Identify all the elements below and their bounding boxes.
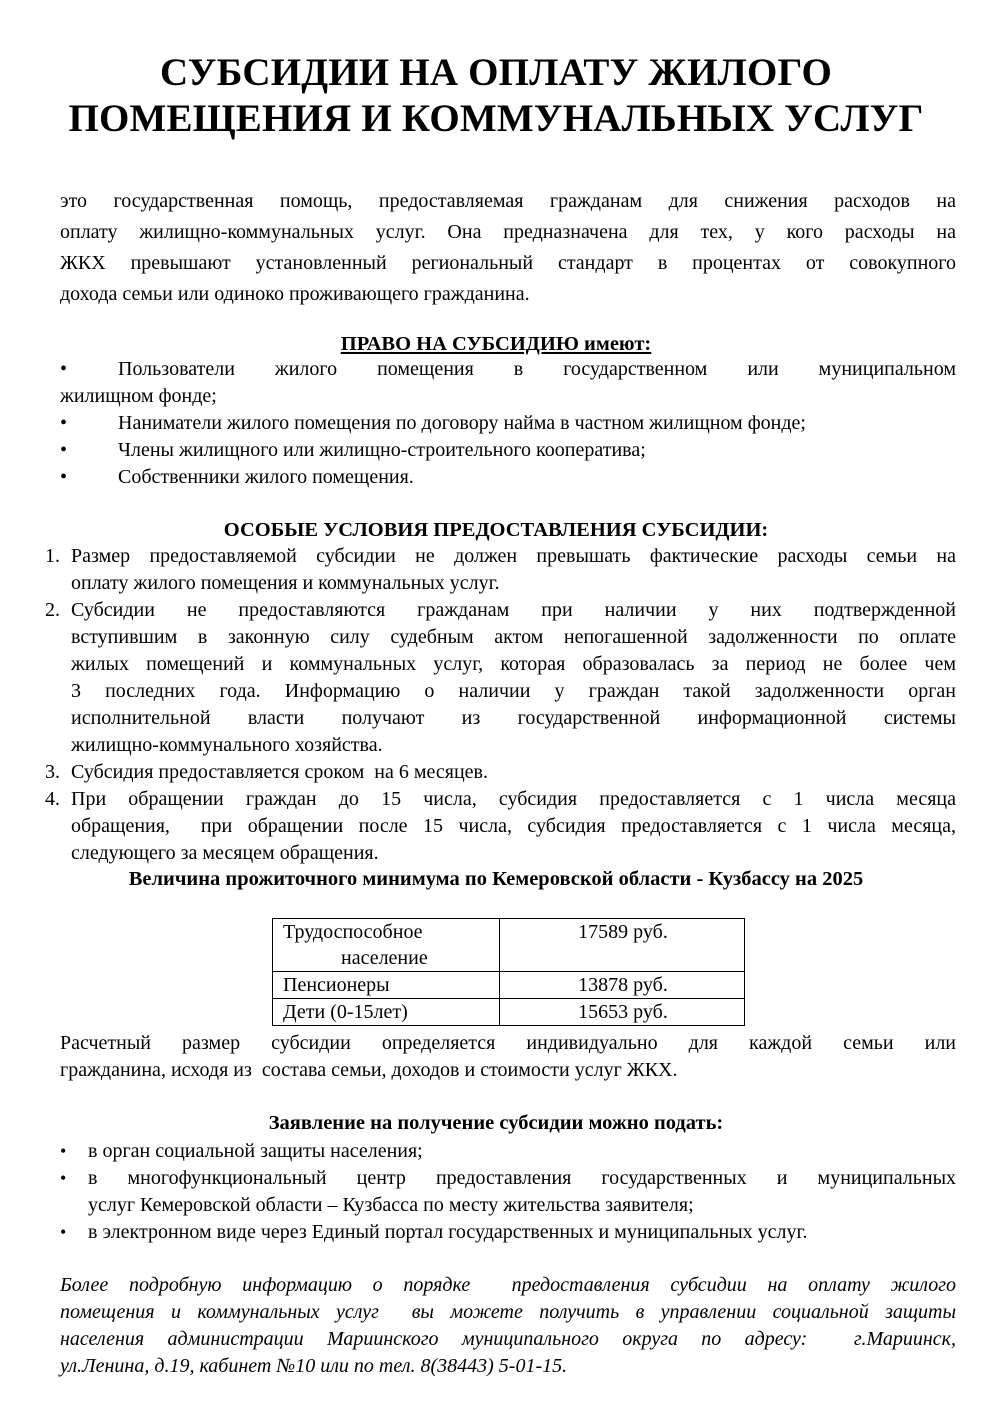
intro-paragraph <box>60 186 956 310</box>
conditions-list-item: 2. Субсидии не предоставляются гражданам при наличии у них подтвержденной вступившим в законную силу судебным актом непогашенной задолженности по оплате жилых помещений и коммунальных услуг, которая образовалась за период не более чем 3 последних года. Информацию о наличии у граждан такой задолженности орган исполнительной власти получают из государственной информационной системы жилищно-коммунального хозяйства. <box>45 599 956 756</box>
table-row <box>273 999 745 1026</box>
intro-line: это государственная помощь, предоставляемая гражданам для снижения расходов на <box>60 190 956 212</box>
rights-list-item: • Члены жилищного или жилищно-строительного кооператива; <box>60 437 956 464</box>
apply-list-item: • в электронном виде через Единый портал государственных и муниципальных услуг. <box>60 1219 956 1246</box>
item-number: 4. <box>45 788 60 810</box>
bullet-icon: • <box>60 1222 67 1242</box>
table-cell-amount: 13878 руб. <box>500 972 745 999</box>
rights-heading-main: ПРАВО НА СУБСИДИЮ <box>340 333 579 355</box>
apply-list-item: • в орган социальной защиты населения; <box>60 1138 956 1165</box>
subsistence-table-wrap <box>272 918 745 1026</box>
table-cell-category: Пенсионеры <box>273 972 500 999</box>
apply-list-item: • в многофункциональный центр предоставления государственных и муниципальных услуг Кемеровской области – Кузбасса по месту жительства заявителя; <box>60 1167 956 1216</box>
table-row <box>273 972 745 999</box>
table-cell-amount: 15653 руб. <box>500 999 745 1026</box>
bullet-icon: • <box>60 466 68 488</box>
rights-list-item: • Пользователи жилого помещения в государственном или муниципальном жилищном фонде; <box>60 358 956 407</box>
bullet-icon: • <box>60 358 68 380</box>
intro-line: дохода семьи или одиноко проживающего гражданина. <box>60 283 530 305</box>
title-line-1: СУБСИДИИ НА ОПЛАТУ ЖИЛОГО <box>159 51 833 94</box>
table-cell-category: Дети (0-15лет) <box>273 999 500 1026</box>
table-cell-amount: 17589 руб. <box>500 919 745 972</box>
bullet-icon: • <box>60 412 68 434</box>
conditions-list <box>45 543 956 867</box>
item-number: 1. <box>45 545 60 567</box>
subsistence-table <box>272 918 745 1026</box>
item-number: 2. <box>45 599 60 621</box>
conditions-heading: ОСОБЫЕ УСЛОВИЯ ПРЕДОСТАВЛЕНИЯ СУБСИДИИ: <box>223 519 769 541</box>
intro-line: ЖКХ превышают установленный региональный стандарт в процентах от совокупного <box>60 252 956 274</box>
apply-heading: Заявление на получение субсидии можно подать: <box>268 1112 724 1134</box>
rights-list <box>60 356 956 491</box>
bullet-icon: • <box>60 1141 67 1161</box>
calculation-paragraph: Расчетный размер субсидии определяется индивидуально для каждой семьи или гражданина, исходя из состава семьи, доходов и стоимости услуг ЖКХ. <box>60 1032 956 1081</box>
rights-heading <box>40 331 952 357</box>
bullet-icon: • <box>60 439 68 461</box>
apply-list <box>60 1138 956 1246</box>
table-row <box>273 919 745 972</box>
contact-info-paragraph: Более подробную информацию о порядке предоставления субсидии на оплату жилого помещения и коммунальных услуг вы можете получить в управлении социальной защиты населения администрации Мариинского муниципального округа по адресу: г.Мариинск, ул.Ленина, д.19, кабинет №10 или по тел. 8(38443) 5-01-15. <box>60 1274 956 1377</box>
intro-line: оплату жилищно-коммунальных услуг. Она предназначена для тех, у кого расходы на <box>60 221 956 243</box>
rights-list-item: • Собственники жилого помещения. <box>60 464 956 491</box>
item-number: 3. <box>45 761 60 783</box>
bullet-icon: • <box>60 1168 67 1188</box>
title-line-2: ПОМЕЩЕНИЯ И КОММУНАЛЬНЫХ УСЛУГ <box>68 97 924 140</box>
rights-heading-suffix: имеют: <box>578 333 652 355</box>
rights-list-item: • Наниматели жилого помещения по договору найма в частном жилищном фонде; <box>60 410 956 437</box>
conditions-list-item: 3. Субсидия предоставляется сроком на 6 месяцев. <box>45 759 956 786</box>
conditions-list-item: 4. При обращении граждан до 15 числа, субсидия предоставляется с 1 числа месяца обращения, при обращении после 15 числа, субсидия предоставляется с 1 числа месяца, следующего за месяцем обращения. <box>45 788 956 864</box>
subsistence-heading: Величина прожиточного минимума по Кемеровской области - Кузбассу на 2025 <box>128 868 864 890</box>
conditions-list-item: 1. Размер предоставляемой субсидии не должен превышать фактические расходы семьи на оплату жилого помещения и коммунальных услуг. <box>45 545 956 594</box>
table-cell-category: Трудоспособное население <box>273 919 500 972</box>
page-title <box>40 50 952 142</box>
